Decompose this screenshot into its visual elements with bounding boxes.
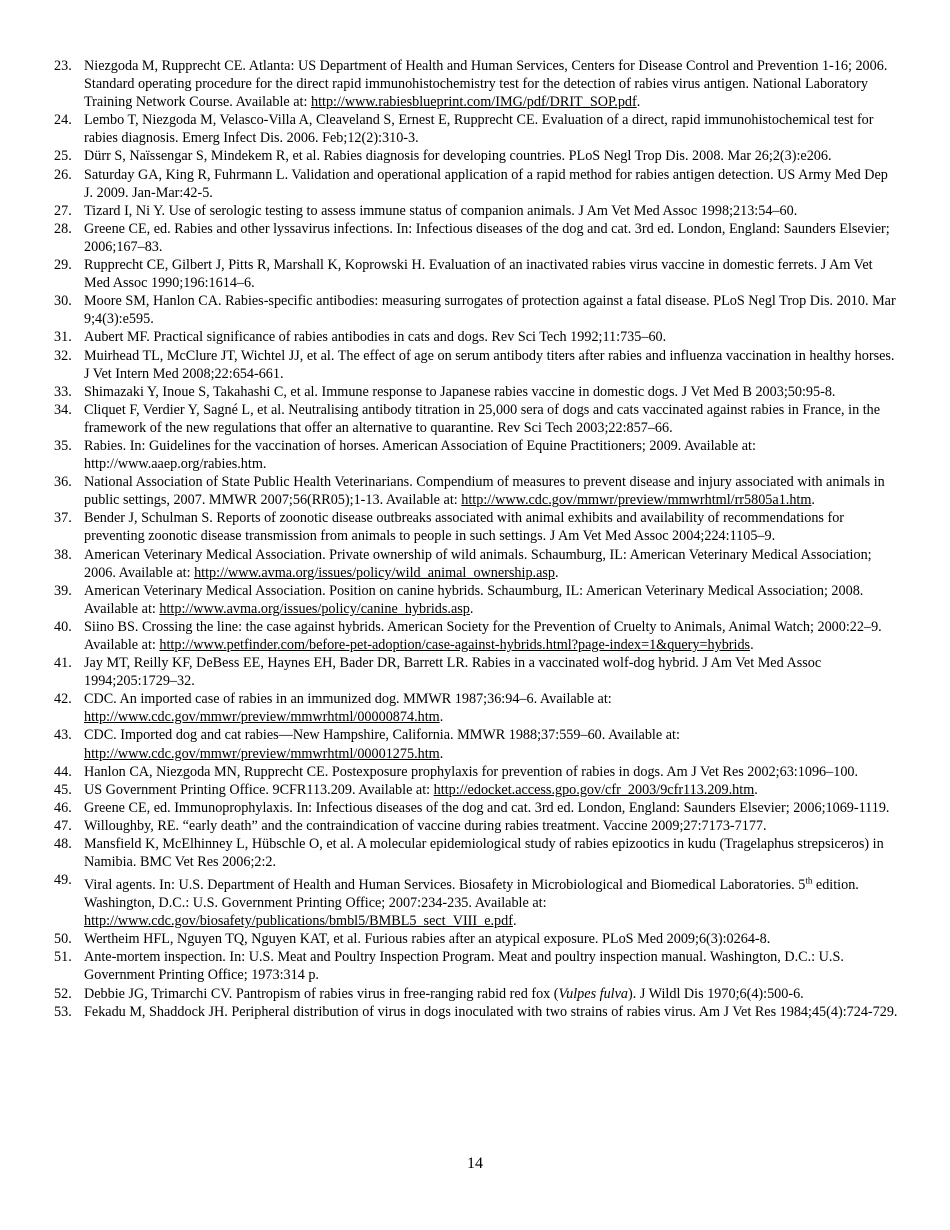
reference-item	[54, 726, 899, 762]
reference-text-segment: .	[512, 913, 517, 930]
reference-text-segment: .	[439, 745, 444, 762]
reference-text	[84, 547, 872, 581]
reference-number: 36.	[54, 474, 72, 491]
reference-text-segment: Tizard I, Ni Y. Use of serologic testing to assess immune status of companion animals. J Am Vet Med Assoc 1998;213:54–60.	[84, 202, 798, 219]
reference-number: 25.	[54, 148, 72, 165]
reference-text	[84, 986, 804, 1002]
reference-number: 23.	[54, 58, 72, 74]
reference-text-segment: Greene CE, ed. Immunoprophylaxis. In: Infectious diseases of the dog and cat. 3rd ed. London, England: Saunders Elsevier; 2006;1069-1119.	[84, 799, 890, 816]
reference-text	[84, 583, 863, 617]
reference-item	[54, 220, 899, 256]
reference-text	[84, 949, 844, 983]
reference-text	[84, 148, 832, 164]
reference-text	[84, 329, 666, 345]
reference-item	[54, 582, 899, 618]
reference-text	[84, 619, 882, 653]
reference-item	[54, 147, 899, 165]
reference-text-segment: .	[754, 781, 758, 798]
reference-text	[84, 727, 680, 761]
reference-text-segment: Siino BS. Crossing the line: the case against hybrids. American Society for the Prevention of Cruelty to Animals, Animal Watch; 2000:22–9. Available at:	[84, 618, 882, 653]
reference-item	[54, 1003, 899, 1021]
reference-text-segment: Greene CE, ed. Rabies and other lyssavirus infections. In: Infectious diseases of the dog and cat. 3rd ed. London, England: Saunders Elsevier; 2006;167–83.	[84, 220, 890, 255]
reference-item	[54, 292, 899, 328]
reference-text-segment: Fekadu M, Shaddock JH. Peripheral distribution of virus in dogs inoculated with two strains of rabies virus. Am J Vet Res 1984;45(4):724-729.	[84, 1003, 898, 1020]
reference-number: 52.	[54, 985, 72, 1002]
reference-text	[84, 221, 890, 255]
reference-number: 49.	[54, 872, 72, 889]
reference-number: 47.	[54, 817, 72, 834]
reference-text-segment: .	[636, 94, 641, 111]
reference-text	[84, 818, 767, 834]
reference-text	[84, 877, 859, 929]
reference-number: 29.	[54, 257, 72, 274]
reference-text-segment: American Veterinary Medical Association. Private ownership of wild animals. Schaumburg, IL: American Veterinary Medical Association; 2006. Available at:	[84, 546, 872, 581]
reference-text-segment: .	[555, 564, 559, 581]
reference-text	[84, 112, 874, 146]
reference-text	[84, 474, 885, 508]
reference-text	[84, 58, 887, 110]
superscript: th	[805, 875, 813, 886]
reference-text	[84, 691, 612, 725]
reference-text-segment: Bender J, Schulman S. Reports of zoonotic disease outbreaks associated with animal exhibits and availability of recommendations for preventing zoonotic disease transmission from animals to people in such settings. J Am Vet Med Assoc 2004;224:1105–9.	[84, 510, 845, 545]
reference-number: 38.	[54, 546, 72, 563]
reference-link[interactable]: http://www.petfinder.com/before-pet-adoption/case-against-hybrids.html?page-index=1&query=hybrids	[159, 637, 751, 653]
reference-item	[54, 817, 899, 835]
reference-item	[54, 799, 899, 817]
reference-text	[84, 510, 844, 544]
reference-text-segment: Jay MT, Reilly KF, DeBess EE, Haynes EH, Bader DR, Barrett LR. Rabies in a vaccinated wolf-dog hybrid. J Am Vet Med Assoc 1994;205:1729–32.	[84, 655, 822, 690]
reference-text-segment: Lembo T, Niezgoda M, Velasco-Villa A, Cleaveland S, Ernest E, Rupprecht CE. Evaluation of a direct, rapid immunohistochemical test for rabies diagnosis. Emerg Infect Dis. 2006. Feb;12(2):310-3.	[84, 112, 874, 147]
reference-number: 44.	[54, 763, 72, 780]
reference-item	[54, 202, 899, 220]
reference-text-segment: Rupprecht CE, Gilbert J, Pitts R, Marshall K, Koprowski H. Evaluation of an inactivated rabies virus vaccine in domestic ferrets. J Am Vet Med Assoc 1990;196:1614–6.	[84, 257, 873, 292]
reference-text	[84, 384, 835, 400]
reference-link[interactable]: http://www.rabiesblueprint.com/IMG/pdf/DRIT_SOP.pdf	[310, 94, 637, 111]
reference-text-segment: .	[439, 709, 444, 726]
reference-text-segment: .	[469, 600, 474, 617]
reference-number: 43.	[54, 727, 72, 744]
reference-item	[54, 437, 899, 473]
reference-text	[84, 655, 821, 689]
reference-number: 24.	[54, 112, 72, 129]
reference-link[interactable]: http://www.cdc.gov/mmwr/preview/mmwrhtml/rr5805a1.htm	[461, 492, 812, 509]
reference-text-segment: .	[750, 637, 754, 653]
reference-text-segment: .	[811, 492, 815, 509]
reference-text	[84, 438, 756, 472]
reference-text-segment: US Government Printing Office. 9CFR113.209. Available at:	[84, 781, 434, 798]
reference-text-segment: Viral agents. In: U.S. Department of Health and Human Services. Biosafety in Microbiological and Biomedical Laboratories. 5	[84, 876, 806, 893]
reference-item	[54, 985, 899, 1003]
reference-number: 33.	[54, 383, 72, 400]
reference-text-segment: edition. Washington, D.C.: U.S. Government Printing Office; 2007:234-235. Available at:	[84, 876, 859, 912]
reference-text-segment: Saturday GA, King R, Fuhrmann L. Validation and operational application of a rapid method for rabies antigen detection. US Army Med Dep J. 2009. Jan-Mar:42-5.	[84, 166, 888, 201]
reference-number: 27.	[54, 202, 72, 219]
reference-item	[54, 781, 899, 799]
reference-text	[84, 402, 880, 436]
reference-text	[84, 782, 758, 798]
reference-text	[84, 257, 873, 291]
reference-text-segment: Wertheim HFL, Nguyen TQ, Nguyen KAT, et al. Furious rabies after an atypical exposure. PLoS Med 2009;6(3):0264-8.	[84, 931, 771, 948]
reference-item	[54, 57, 899, 111]
reference-number: 34.	[54, 401, 72, 418]
reference-text-segment: American Veterinary Medical Association. Position on canine hybrids. Schaumburg, IL: American Veterinary Medical Association; 2008. Available at:	[84, 582, 864, 617]
reference-text	[84, 836, 884, 870]
reference-text	[84, 800, 889, 816]
reference-text-segment: Hanlon CA, Niezgoda MN, Rupprecht CE. Postexposure prophylaxis for prevention of rabies in dogs. Am J Vet Res 2002;63:1096–100.	[84, 763, 859, 780]
reference-text	[84, 167, 888, 201]
reference-number: 45.	[54, 781, 72, 798]
reference-link[interactable]: http://www.cdc.gov/biosafety/publications/bmbl5/BMBL5_sect_VIII_e.pdf	[84, 913, 513, 930]
reference-text-segment: CDC. An imported case of rabies in an immunized dog. MMWR 1987;36:94–6. Available at:	[84, 691, 612, 708]
reference-item	[54, 509, 899, 545]
reference-number: 50.	[54, 931, 72, 948]
reference-number: 41.	[54, 655, 72, 672]
reference-item	[54, 930, 899, 948]
reference-number: 37.	[54, 510, 72, 527]
reference-link[interactable]: http://www.cdc.gov/mmwr/preview/mmwrhtml/00000874.htm	[84, 709, 440, 726]
reference-number: 32.	[54, 347, 72, 364]
reference-number: 30.	[54, 293, 72, 310]
reference-number: 42.	[54, 691, 72, 708]
reference-text-segment: Debbie JG, Trimarchi CV. Pantropism of rabies virus in free-ranging rabid red fox (	[84, 985, 559, 1002]
reference-text-segment: Rabies. In: Guidelines for the vaccination of horses. American Association of Equine Practitioners; 2009. Available at: http://www.aaep.org/rabies.htm.	[84, 437, 756, 473]
reference-text-segment: Niezgoda M, Rupprecht CE. Atlanta: US Department of Health and Human Services, Centers for Disease Control and Prevention 1-16; 2006. Standard operating procedure for the direct rapid immunohistochemistry test for the detection of rabies virus antigen. National Laboratory Training Network Course. Available at:	[84, 58, 888, 111]
reference-item	[54, 383, 899, 401]
reference-text-segment: Shimazaki Y, Inoue S, Takahashi C, et al. Immune response to Japanese rabies vaccine in domestic dogs. J Vet Med B 2003;50:95-8.	[84, 383, 836, 400]
reference-list	[54, 57, 899, 1021]
reference-text-segment: Dürr S, Naïssengar S, Mindekem R, et al. Rabies diagnosis for developing countries. PLoS Negl Trop Dis. 2008. Mar 26;2(3):e206.	[84, 148, 832, 165]
reference-link[interactable]: http://www.avma.org/issues/policy/canine_hybrids.asp	[159, 600, 470, 617]
reference-item	[54, 401, 899, 437]
reference-text-segment: Aubert MF. Practical significance of rabies antibodies in cats and dogs. Rev Sci Tech 1992;11:735–60.	[84, 329, 667, 346]
reference-number: 39.	[54, 582, 72, 599]
reference-text	[84, 348, 894, 382]
reference-item	[54, 871, 899, 930]
reference-text-segment: CDC. Imported dog and cat rabies—New Hampshire, California. MMWR 1988;37:559–60. Available at:	[84, 727, 680, 744]
reference-text-segment: Moore SM, Hanlon CA. Rabies-specific antibodies: measuring surrogates of protection against a fatal disease. PLoS Negl Trop Dis. 2010. Mar 9;4(3):e595.	[84, 293, 896, 328]
species-name: Vulpes fulva	[558, 985, 629, 1002]
reference-text	[84, 293, 896, 327]
reference-number: 28.	[54, 220, 72, 237]
reference-number: 31.	[54, 329, 72, 346]
reference-item	[54, 166, 899, 202]
reference-item	[54, 546, 899, 582]
reference-item	[54, 328, 899, 346]
reference-text-segment: Muirhead TL, McClure JT, Wichtel JJ, et al. The effect of age on serum antibody titers after rabies and influenza vaccination in healthy horses. J Vet Intern Med 2008;22:654-661.	[84, 347, 895, 382]
reference-item	[54, 763, 899, 781]
reference-number: 53.	[54, 1003, 72, 1020]
reference-text	[84, 1004, 897, 1020]
reference-number: 46.	[54, 799, 72, 816]
reference-number: 48.	[54, 836, 72, 853]
reference-number: 40.	[54, 618, 72, 635]
reference-number: 35.	[54, 437, 72, 454]
reference-number: 51.	[54, 949, 72, 966]
reference-item	[54, 654, 899, 690]
reference-link[interactable]: http://www.cdc.gov/mmwr/preview/mmwrhtml/00001275.htm	[84, 745, 440, 762]
reference-number: 26.	[54, 166, 72, 183]
reference-link[interactable]: http://www.avma.org/issues/policy/wild_animal_ownership.asp	[194, 564, 556, 581]
reference-text-segment: ). J Wildl Dis 1970;6(4):500-6.	[628, 985, 804, 1002]
reference-item	[54, 347, 899, 383]
reference-item	[54, 948, 899, 984]
reference-item	[54, 256, 899, 292]
reference-text-segment: Willoughby, RE. “early death” and the contraindication of vaccine during rabies treatment. Vaccine 2009;27:7173-7177.	[84, 817, 767, 834]
reference-text-segment: Cliquet F, Verdier Y, Sagné L, et al. Neutralising antibody titration in 25,000 sera of dogs and cats vaccinated against rabies in France, in the framework of the new regulations that offer an alternative to quarantine. Rev Sci Tech 2003;22:857–66.	[84, 401, 881, 436]
reference-text-segment: Ante-mortem inspection. In: U.S. Meat and Poultry Inspection Program. Meat and poultry inspection manual. Washington, D.C.: U.S. Government Printing Office; 1973:314 p.	[84, 949, 844, 984]
reference-item	[54, 111, 899, 147]
reference-text-segment: Mansfield K, McElhinney L, Hübschle O, et al. A molecular epidemiological study of rabies epizootics in kudu (Tragelaphus strepsiceros) in Namibia. BMC Vet Res 2006;2:2.	[84, 836, 884, 871]
page-number: 14	[467, 1155, 483, 1172]
reference-text	[84, 203, 797, 219]
reference-item	[54, 690, 899, 726]
reference-item	[54, 618, 899, 654]
reference-item	[54, 473, 899, 509]
reference-text	[84, 931, 770, 947]
reference-item	[54, 835, 899, 871]
reference-text	[84, 764, 858, 780]
reference-link[interactable]: http://edocket.access.gpo.gov/cfr_2003/9cfr113.209.htm	[433, 781, 755, 798]
reference-text-segment: National Association of State Public Health Veterinarians. Compendium of measures to prevent disease and injury associated with animals in public settings, 2007. MMWR 2007;56(RR05);1-13. Available at:	[84, 474, 885, 509]
